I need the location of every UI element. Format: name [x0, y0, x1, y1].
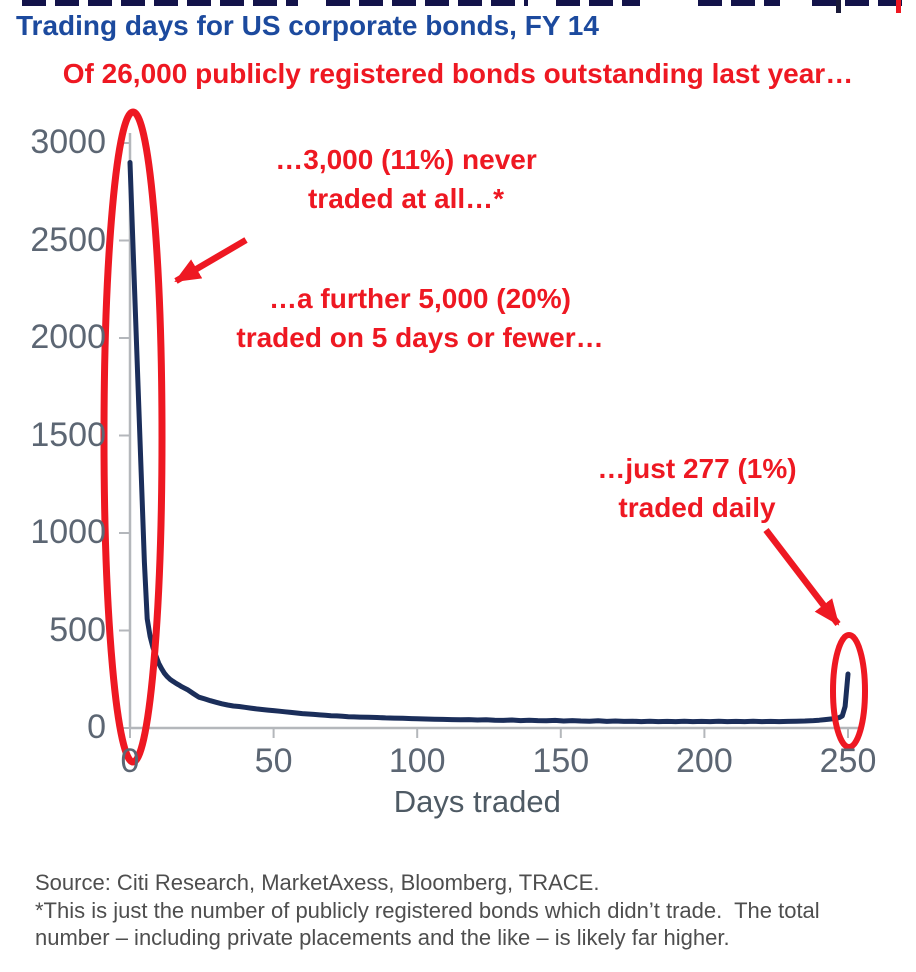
- y-tick-label: 0: [87, 708, 106, 746]
- annotation-five-days: [160, 279, 680, 357]
- annotation-line: traded on 5 days or fewer…: [236, 322, 604, 353]
- x-tick-label: 0: [120, 742, 140, 780]
- footnote-line-1: *This is just the number of publicly registered bonds which didn’t trade. The total: [35, 897, 820, 923]
- footnote-block: [35, 869, 820, 952]
- y-tick-label: 2000: [30, 318, 106, 356]
- source-line: Source: Citi Research, MarketAxess, Bloomberg, TRACE.: [35, 870, 600, 895]
- annotation-line: …just 277 (1%): [597, 453, 797, 484]
- annotation-never-traded: [166, 140, 646, 218]
- x-tick-label: 250: [819, 742, 877, 780]
- annotation-arrow-left: [176, 240, 246, 281]
- x-tick-label: 50: [254, 742, 293, 780]
- annotation-line: …a further 5,000 (20%): [269, 283, 571, 314]
- page-title: Trading days for US corporate bonds, FY 14: [16, 10, 599, 41]
- y-tick-label: 1500: [30, 415, 106, 454]
- annotation-line: traded daily: [618, 492, 776, 523]
- y-tick-label: 2500: [30, 220, 106, 259]
- y-tick-label: 1000: [30, 513, 106, 551]
- x-tick-label: 150: [532, 742, 590, 780]
- annotation-line: …3,000 (11%) never: [275, 144, 537, 175]
- annotation-traded-daily: [517, 449, 877, 527]
- x-tick-label: 100: [388, 742, 446, 780]
- y-tick-label: 3000: [30, 123, 106, 161]
- annotation-line: traded at all…*: [307, 183, 505, 214]
- x-axis-title: Days traded: [393, 784, 561, 819]
- chart-subtitle: Of 26,000 publicly registered bonds outstanding last year…: [62, 58, 854, 89]
- axis-ticks: [119, 143, 848, 738]
- x-tick-label: 200: [676, 742, 733, 780]
- y-tick-label: 500: [49, 610, 106, 649]
- footnote-line-2: number – including private placements and the like – is likely far higher.: [35, 925, 730, 950]
- annotation-arrow-right: [766, 530, 838, 624]
